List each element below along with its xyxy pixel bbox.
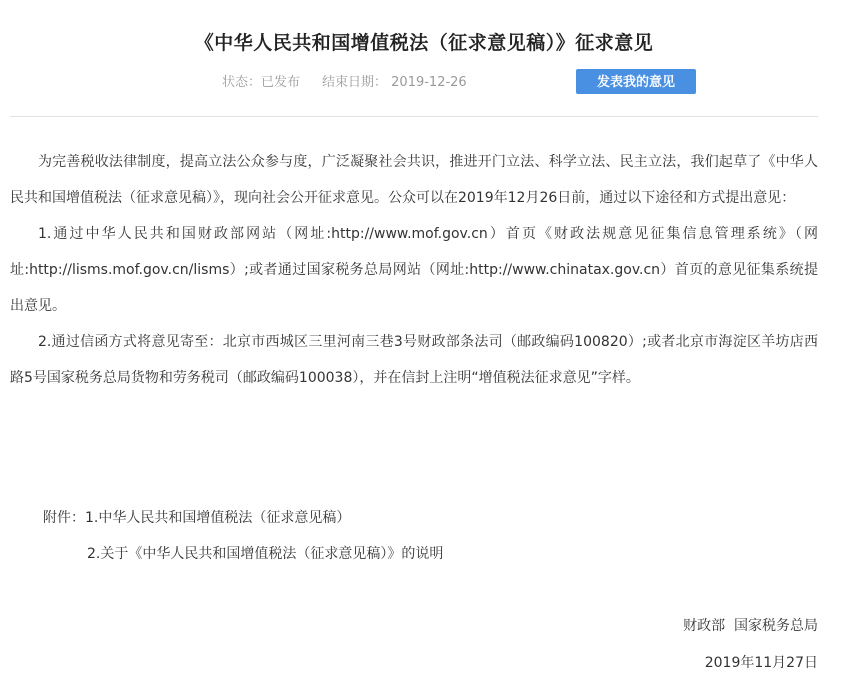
page-title: 《中华人民共和国增值税法（征求意见稿）》征求意见 [194,32,654,54]
submit-opinion-button[interactable]: 发表我的意见 [576,69,696,94]
intro-paragraph: 为完善税收法律制度，提高立法公众参与度，广泛凝聚社会共识，推进开门立法、科学立法、民主立法，我们起草了《中华人民共和国增值税法（征求意见稿）》，现向社会公开征求意见。公众可以在2019年12月26日前，通过以下途径和方式提出意见： [10,154,818,206]
attachment-2: 2.关于《中华人民共和国增值税法（征求意见稿）》的说明 [87,546,444,562]
method-1-paragraph: 1.通过中华人民共和国财政部网站（网址:http://www.mof.gov.cn）首页《财政法规意见征集信息管理系统》（网址:http://lisms.mof.gov.cn/lisms）;或者通过国家税务总局网站（网址:http://www.chinatax.gov.cn）首页的意见征集系统提出意见。 [10,226,818,314]
signature: 财政部 国家税务总局 [683,618,818,634]
status-text: 状态：已发布 [222,75,301,90]
end-date-text: 结束日期： 2019-12-26 [322,75,467,90]
header-divider [10,116,818,117]
notice-body [10,144,818,396]
attachment-1: 附件：1.中华人民共和国增值税法（征求意见稿） [43,510,351,526]
method-2-paragraph: 2.通过信函方式将意见寄至：北京市西城区三里河南三巷3号财政部条法司（邮政编码100820）;或者北京市海淀区羊坊店西路5号国家税务总局货物和劳务税司（邮政编码100038），并在信封上注明“增值税法征求意见”字样。 [10,334,818,386]
meta-info [222,71,467,90]
signature-date: 2019年11月27日 [704,655,818,671]
